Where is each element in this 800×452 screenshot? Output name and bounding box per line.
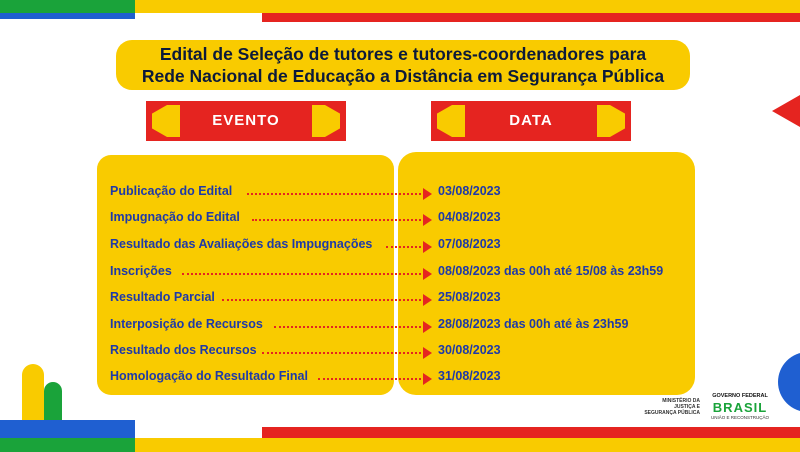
arrow-icon — [423, 241, 432, 253]
event-label: Resultado Parcial — [110, 290, 215, 304]
event-date: 07/08/2023 — [438, 237, 501, 251]
event-date: 03/08/2023 — [438, 184, 501, 198]
date-header — [431, 101, 631, 141]
bottom-green-stripe — [0, 438, 135, 452]
government-logo — [708, 393, 772, 421]
event-label: Impugnação do Edital — [110, 210, 240, 224]
event-label: Homologação do Resultado Final — [110, 369, 308, 383]
dotted-arrow-line — [386, 246, 425, 248]
blue-circle-decoration — [778, 352, 800, 412]
arrow-icon — [423, 214, 432, 226]
arrow-icon — [423, 373, 432, 385]
top-red-stripe — [262, 13, 800, 22]
green-bar-decoration — [44, 382, 62, 420]
top-blue-stripe — [0, 13, 135, 19]
dotted-arrow-line — [318, 378, 425, 380]
gov-brand-label: BRASIL — [712, 400, 768, 415]
dotted-arrow-line — [182, 273, 425, 275]
event-date: 25/08/2023 — [438, 290, 501, 304]
event-label: Publicação do Edital — [110, 184, 233, 198]
ministry-line-2: JUSTIÇA E — [674, 404, 700, 410]
red-triangle-decoration — [772, 95, 800, 127]
title-line-1: Edital de Seleção de tutores e tutores-coordenadores para — [159, 44, 647, 64]
yellow-bar-decoration — [22, 364, 44, 420]
title-line-2: Rede Nacional de Educação a Distância em Segurança Pública — [141, 66, 665, 86]
gov-top-label: GOVERNO FEDERAL — [712, 393, 768, 399]
event-label: Interposição de Recursos — [110, 317, 263, 331]
arrow-icon — [423, 294, 432, 306]
arrow-icon — [423, 188, 432, 200]
dotted-arrow-line — [222, 299, 425, 301]
event-date: 30/08/2023 — [438, 343, 501, 357]
bottom-yellow-stripe — [135, 438, 800, 452]
page-title — [116, 40, 690, 90]
event-date: 31/08/2023 — [438, 369, 501, 383]
event-date: 08/08/2023 das 00h até 15/08 às 23h59 — [438, 264, 664, 278]
arrow-icon — [423, 268, 432, 280]
event-date: 04/08/2023 — [438, 210, 501, 224]
date-header-label: DATA — [465, 105, 597, 137]
event-header-label: EVENTO — [180, 105, 312, 137]
gov-sub-label: UNIÃO E RECONSTRUÇÃO — [710, 415, 769, 420]
event-header — [146, 101, 346, 141]
top-yellow-stripe — [135, 0, 800, 13]
dotted-arrow-line — [252, 219, 425, 221]
dotted-arrow-line — [262, 352, 425, 354]
ministry-logo — [640, 398, 700, 416]
bottom-red-stripe — [262, 427, 800, 438]
bottom-blue-stripe — [0, 420, 135, 438]
event-date: 28/08/2023 das 00h até às 23h59 — [438, 317, 629, 331]
ministry-line-1: MINISTÉRIO DA — [662, 398, 700, 404]
arrow-icon — [423, 321, 432, 333]
event-label: Resultado dos Recursos — [110, 343, 257, 357]
event-label: Resultado das Avaliações das Impugnações — [110, 237, 373, 251]
dotted-arrow-line — [274, 326, 425, 328]
event-label: Inscrições — [110, 264, 172, 278]
arrow-icon — [423, 347, 432, 359]
dotted-arrow-line — [247, 193, 425, 195]
ministry-line-3: SEGURANÇA PÚBLICA — [644, 410, 700, 416]
